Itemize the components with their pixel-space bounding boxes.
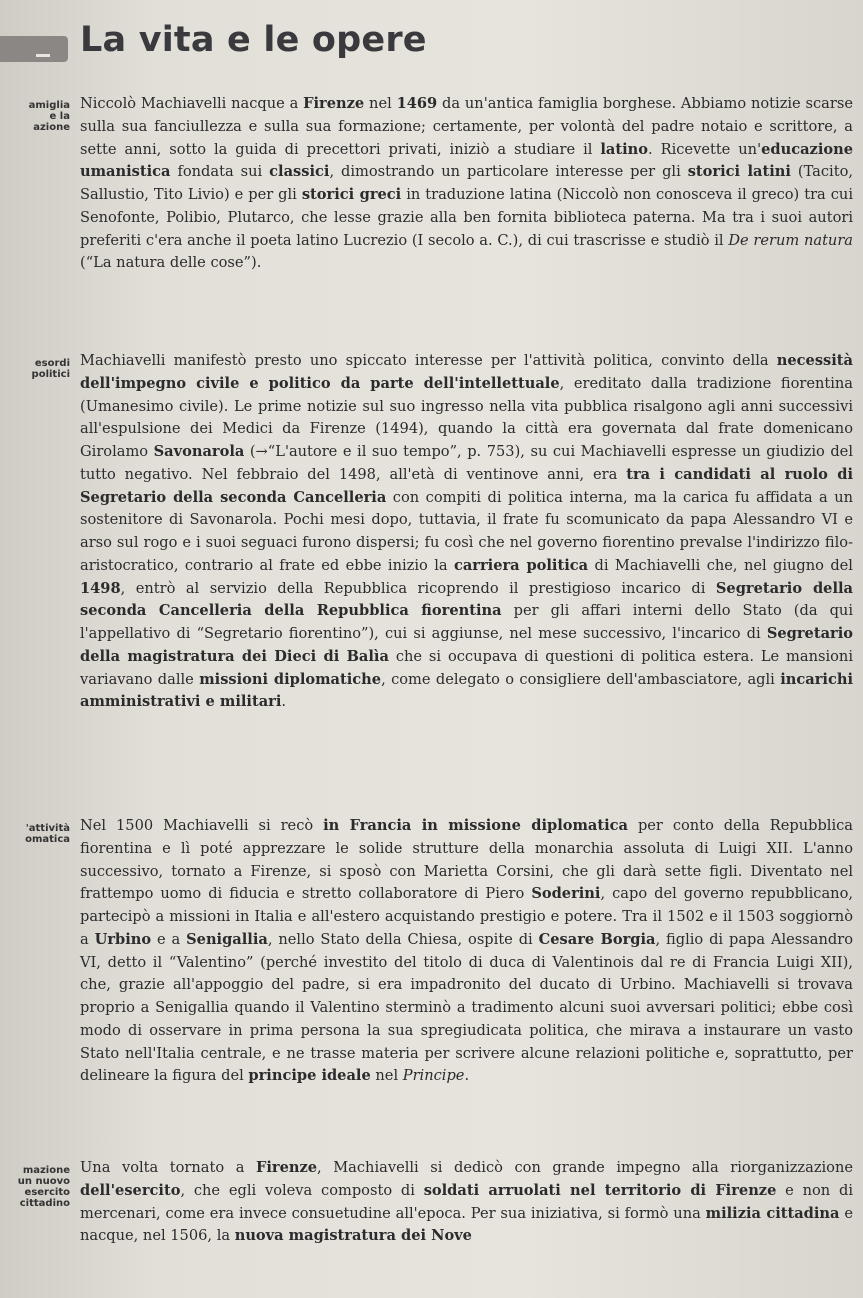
paragraph-family-education: Niccolò Machiavelli nacque a Firenze nel 1469 da un'antica famiglia borghese. Abbiamo notizie scarse sulla sua fanciullezza e sulla sua formazione; certamente, per volontà del padre notaio e scrittore, a sette anni, sotto la guida di precettori privati, iniziò a studiare il latino. Ricevette un'educazione umanistica fondata sui classici, dimostrando un particolare interesse per gli storici latini (Tacito, Sallustio, Tito Livio) e per gli storici greci in traduzione latina (Niccolò non conosceva il greco) tra cui Senofonte, Polibio, Plutarco, che lesse grazie alla ben fornita biblioteca paterna. Ma tra i suoi autori preferiti c'era anche il poeta latino Lucrezio (I secolo a. C.), di cui trascrisse e studiò il De rerum natura (“La natura delle cose”). xyxy=(80,95,854,272)
margin-label-citizen-army: mazione un nuovo esercito cittadino xyxy=(17,1165,70,1209)
page-title: La vita e le opere xyxy=(80,20,427,60)
heading-bar xyxy=(0,22,470,62)
paragraph-diplomatic-activity: Nel 1500 Machiavelli si recò in Francia in missione diplomatica per conto della Repubblica fiorentina e lì poté apprezzare le solide strutture della monarchia assoluta di Luigi XII. L'anno successivo, tornato a Firenze, si sposò con Marietta Corsini, che gli darà sette figli. Diventato nel frattempo uomo di fiducia e stretto collaboratore di Piero Soderini, capo del governo repubblicano, partecipò a missioni in Italia e all'estero acquistando prestigio e potere. Tra il 1502 e il 1503 soggiornò a Urbino e a Senigallia, nello Stato della Chiesa, ospite di Cesare Borgia, figlio di papa Alessandro VI, detto il “Valentino” (perché investito del titolo di duca di Valentinois dal re di Francia Luigi XII), che, grazie all'appoggio del padre, si era impadronito del ducato di Urbino. Machiavelli si trovava proprio a Senigallia quando il Valentino sterminò a tradimento alcuni suoi avversari politici; ebbe così modo di osservare in prima persona la sua spregiudicata politica, che mirava a instaurare un vasto Stato nell'Italia centrale, e ne trasse materia per scrivere alcune relazioni politiche e, soprattutto, per delineare la figura del principe ideale nel Principe. xyxy=(80,817,853,1085)
section-tab-marker xyxy=(0,36,68,62)
paragraph-political-debut: Machiavelli manifestò presto uno spiccato interesse per l'attività politica, convinto della necessità dell'impegno civile e politico da parte dell'intellettuale, ereditato dalla tradizione fiorentina (Umanesimo civile). Le prime notizie sul suo ingresso nella vita pubblica risalgono agli anni successivi all'espulsione dei Medici da Firenze (1494), quando la città era governata dal frate domenicano Girolamo Savonarola (→“L'autore e il suo tempo”, p. 753), su cui Machiavelli espresse un giudizio del tutto negativo. Nel febbraio del 1498, all'età di ventinove anni, era tra i candidati al ruolo di Segretario della seconda Cancelleria con compiti di politica interna, ma la carica fu affidata a un sostenitore di Savonarola. Pochi mesi dopo, tuttavia, il frate fu scomunicato da papa Alessandro VI e arso sul rogo e i suoi seguaci furono dispersi; fu così che nel governo fiorentino prevalse l'indirizzo filoaristocratico, contrario al frate ed ebbe inizio la carriera politica di Machiavelli che, nel giugno del 1498, entrò al servizio della Repubblica ricoprendo il prestigioso incarico di Segretario della seconda Cancelleria della Repubblica fiorentina per gli affari interni dello Stato (da qui l'appellativo di “Segretario fiorentino”), cui si aggiunse, nel mese successivo, l'incarico di Segretario della magistratura dei Dieci di Balìa che si occupava di questioni di politica estera. Le mansioni variavano dalle missioni diplomatiche, come delegato o consigliere dell'ambasciatore, agli incarichi amministrativi e militari. xyxy=(80,352,854,711)
margin-label-diplomatic-activity: 'attività omatica xyxy=(25,823,70,845)
margin-label-political-debut: esordi politici xyxy=(31,358,70,380)
margin-label-family: amiglia e la azione xyxy=(28,100,70,133)
paragraph-citizen-army: Una volta tornato a Firenze, Machiavelli si dedicò con grande impegno alla riorganizzazione dell'esercito, che egli voleva composto di soldati arruolati nel territorio di Firenze e non di mercenari, come era invece consuetudine all'epoca. Per sua iniziativa, si formò una milizia cittadina e nacque, nel 1506, la nuova magistratura dei Nove xyxy=(80,1159,853,1245)
